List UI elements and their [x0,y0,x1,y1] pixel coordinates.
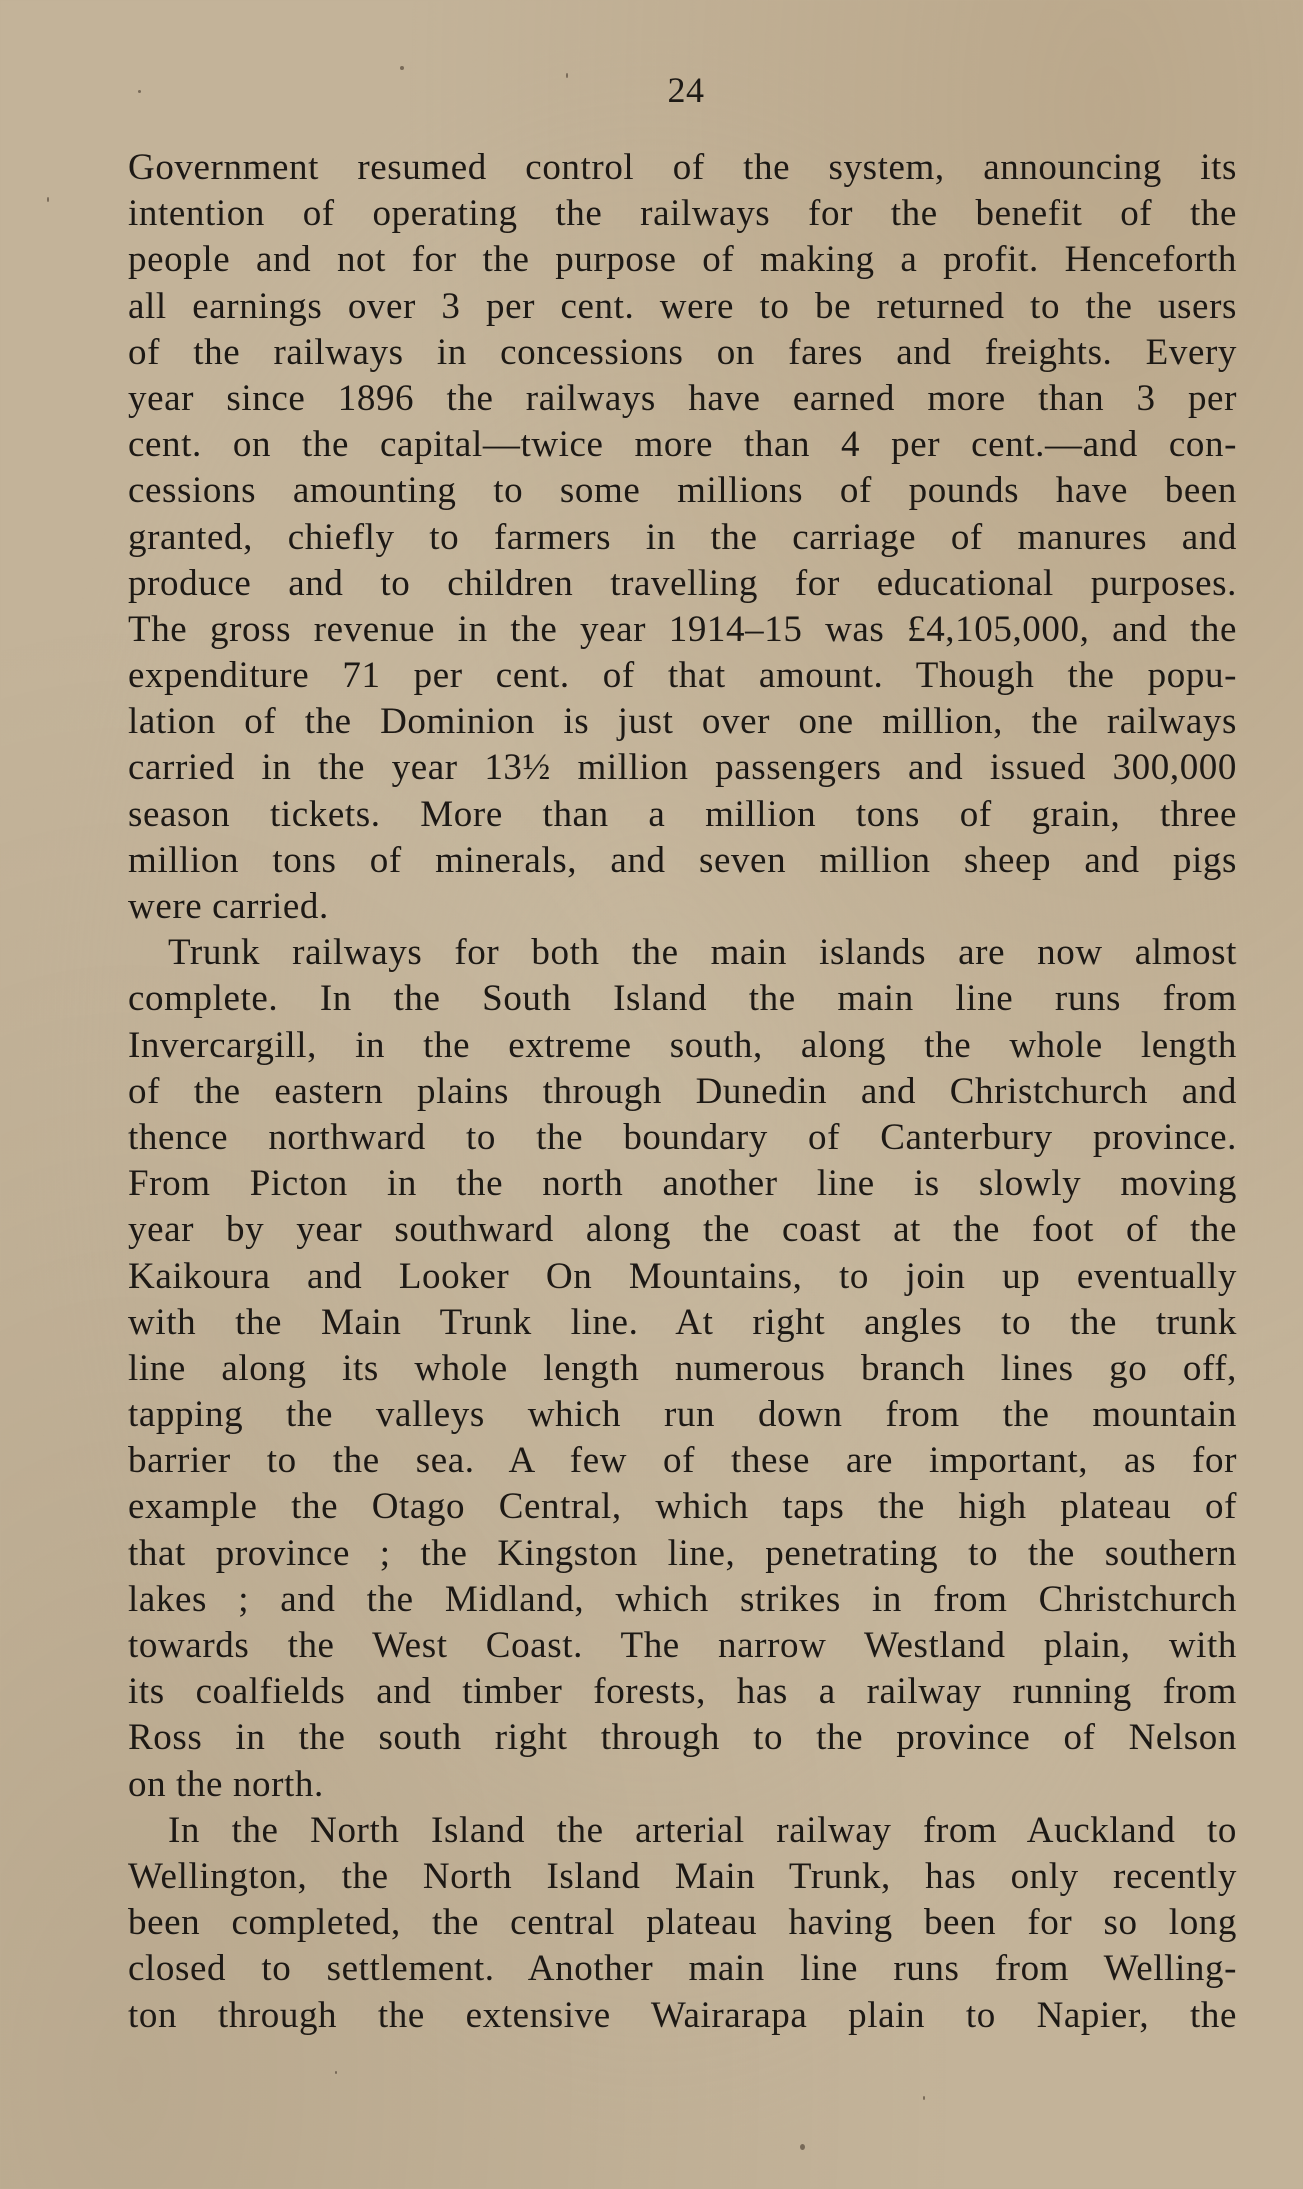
text-line: expenditure 71 per cent. of that amount. Though the popu- [128,655,1237,697]
text-line: been completed, the central plateau having been for so long [128,1902,1237,1944]
text-line: its coalfields and timber forests, has a railway running from [128,1671,1237,1713]
text-line: Kaikoura and Looker On Mountains, to join up eventually [128,1255,1237,1297]
text-line: towards the West Coast. The narrow Westland plain, with [128,1625,1237,1666]
text-line: complete. In the South Island the main line runs from [128,978,1237,1020]
text-line: were carried. [128,886,329,927]
text-line: Trunk railways for both the main islands are now almost [168,932,1237,974]
text-line: cessions amounting to some millions of pounds have been [128,470,1237,512]
text-line: of the railways in concessions on fares and freights. Every [128,331,1237,373]
paper-speck [923,2096,925,2100]
text-line: of the eastern plains through Dunedin and Christchurch and [128,1070,1237,1112]
text-line: granted, chiefly to farmers in the carriage of manures and [128,516,1237,558]
text-line: year by year southward along the coast at the foot of the [128,1209,1237,1251]
text-line: Invercargill, in the extreme south, along the whole length [128,1024,1237,1066]
text-line: lakes ; and the Midland, which strikes in from Christchurch [128,1578,1237,1620]
text-line: all earnings over 3 per cent. were to be returned to the users [128,285,1237,327]
text-line: million tons of minerals, and seven million sheep and pigs [128,839,1237,881]
paper-speck [335,2071,337,2074]
paragraph-north-island-railways [128,1808,1237,2039]
text-line: example the Otago Central, which taps the high plateau of [128,1486,1237,1528]
text-line: cent. on the capital—twice more than 4 per cent.—and con- [128,424,1237,466]
text-line: ton through the extensive Wairarapa plain to Napier, the [128,1994,1237,2036]
text-line: In the North Island the arterial railway from Auckland to [168,1809,1237,1851]
page-number: 24 [667,70,705,110]
paper-speck [566,73,568,78]
body-text [128,145,1237,2039]
text-line: produce and to children travelling for educational purposes. [128,562,1237,604]
text-line: line along its whole length numerous branch lines go off, [128,1347,1237,1389]
text-line: on the north. [128,1763,324,1805]
text-line: carried in the year 13½ million passengers and issued 300,000 [128,747,1237,789]
text-line: Government resumed control of the system, announcing its [128,147,1237,188]
text-line: closed to settlement. Another main line runs from Welling- [128,1948,1237,1990]
paper-speck [800,2144,805,2150]
paper-speck [138,90,141,93]
text-line: that province ; the Kingston line, penetrating to the southern [128,1532,1237,1574]
text-line: Ross in the south right through to the province of Nelson [128,1717,1237,1759]
paper-speck [400,66,404,70]
text-line: lation of the Dominion is just over one million, the railways [128,701,1237,743]
text-line: with the Main Trunk line. At right angles to the trunk [128,1301,1237,1343]
paragraph-south-island-railways [128,930,1237,1808]
text-line: Wellington, the North Island Main Trunk, has only recently [128,1855,1237,1897]
text-line: The gross revenue in the year 1914–15 was £4,105,000, and the [128,608,1237,650]
text-line: people and not for the purpose of making a profit. Henceforth [128,239,1237,281]
paragraph-railway-finances [128,145,1237,930]
text-line: tapping the valleys which run down from the mountain [128,1394,1237,1436]
text-line: From Picton in the north another line is slowly moving [128,1163,1237,1205]
text-line: season tickets. More than a million tons of grain, three [128,793,1237,835]
text-line: year since 1896 the railways have earned more than 3 per [128,377,1237,419]
text-line: barrier to the sea. A few of these are important, as for [128,1440,1237,1482]
text-line: thence northward to the boundary of Canterbury province. [128,1116,1237,1158]
paper-speck [47,197,49,202]
text-line: intention of operating the railways for the benefit of the [128,193,1237,235]
